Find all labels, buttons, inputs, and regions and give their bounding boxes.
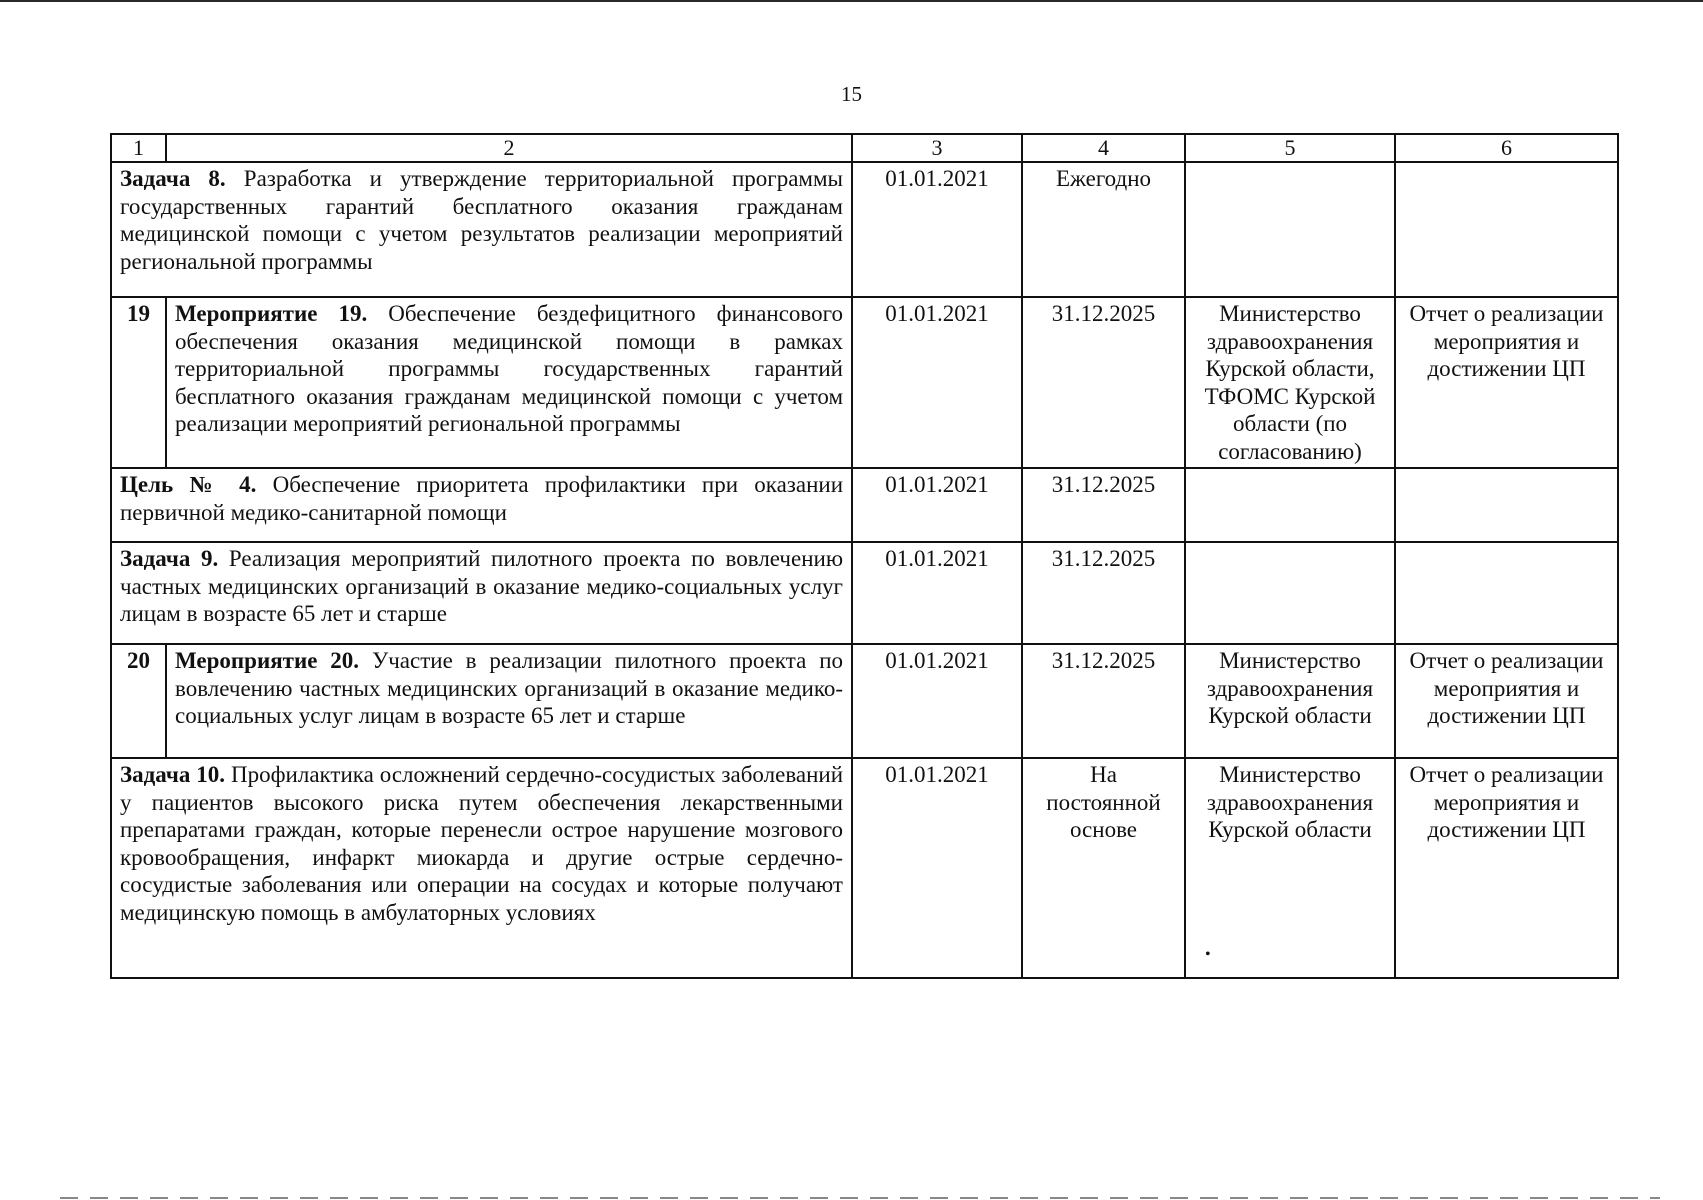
header-col-3: 3 [852,134,1022,162]
task-9-text: Реализация мероприятий пилотного проекта по вовлечению частных медицинских организаций в оказание медико-социальных услуг лицам в возрасте 65 лет и старше [120,546,844,626]
table-row-task-8 [111,162,1618,297]
table-row-task-9 [111,542,1618,644]
scan-top-edge [0,0,1703,2]
task-10-text: Профилактика осложнений сердечно-сосудистых заболеваний у пациентов высокого риска путем обеспечения лекарственными препаратами граждан, которые перенесли острое нарушение мозгового кровообращения, инфаркт миокарда и другие острые сердечно-сосудистые заболевания или операции на сосудах и которые получают медицинскую помощь в амбулаторных условиях [120,762,844,925]
goal-4-responsible [1185,468,1395,542]
activity-19-end: 31.12.2025 [1022,297,1185,468]
goal-4-text: Обеспечение приоритета профилактики при оказании первичной медико-санитарной помощи [120,472,844,525]
task-9-result [1395,542,1618,644]
activity-20-responsible: Министерство здравоохранения Курской области [1185,644,1395,758]
task-9-lead: Задача 9. [120,546,219,571]
activity-19-start: 01.01.2021 [852,297,1022,468]
task-8-end: Ежегодно [1022,162,1185,297]
activity-20-text: Участие в реализации пилотного проекта по вовлечению частных медицинских организаций в оказание медико-социальных услуг лицам в возрасте 65 лет и старше [175,648,844,728]
task-10-end: На постоянной основе [1022,758,1185,978]
scan-bottom-edge [60,1197,1660,1199]
table-row-activity-19 [111,297,1618,468]
table-row-task-10 [111,758,1618,978]
task-9-responsible [1185,542,1395,644]
activity-20-description [166,644,852,758]
table-row-activity-20 [111,644,1618,758]
task-10-description [111,758,852,978]
goal-4-lead: Цель № 4. [120,472,257,497]
activity-20-start: 01.01.2021 [852,644,1022,758]
task-9-description [111,542,852,644]
activities-table [110,133,1619,979]
activity-20-result: Отчет о реализации мероприятия и достижении ЦП [1395,644,1618,758]
header-col-2: 2 [166,134,852,162]
table-row-goal-4 [111,468,1618,542]
task-8-lead: Задача 8. [120,166,226,191]
task-8-description [111,162,852,297]
table-header-row [111,134,1618,162]
activity-20-end: 31.12.2025 [1022,644,1185,758]
task-10-start: 01.01.2021 [852,758,1022,978]
header-col-1: 1 [111,134,166,162]
task-9-end: 31.12.2025 [1022,542,1185,644]
page-number: 15 [841,82,862,106]
scan-speck: • [1205,946,1211,963]
task-10-result: Отчет о реализации мероприятия и достижении ЦП [1395,758,1618,978]
goal-4-result [1395,468,1618,542]
task-10-lead: Задача 10. [120,762,226,787]
activity-19-lead: Мероприятие 19. [175,301,368,326]
header-col-6: 6 [1395,134,1618,162]
activity-20-number: 20 [111,644,166,758]
header-col-5: 5 [1185,134,1395,162]
activity-19-text: Обеспечение бездефицитного финансового обеспечения оказания медицинской помощи в рамках территориальной программы государственных гарантий бесплатного оказания гражданам медицинской помощи с учетом реализации мероприятий региональной программы [175,301,843,436]
task-8-responsible [1185,162,1395,297]
activity-19-responsible: Министерство здравоохранения Курской области, ТФОМС Курской области (по согласованию) [1185,297,1395,468]
activity-19-number: 19 [111,297,166,468]
goal-4-end: 31.12.2025 [1022,468,1185,542]
task-9-start: 01.01.2021 [852,542,1022,644]
activity-20-lead: Мероприятие 20. [175,648,360,673]
header-col-4: 4 [1022,134,1185,162]
task-8-text: Разработка и утверждение территориальной программы государственных гарантий бесплатного оказания гражданам медицинской помощи с учетом результатов реализации мероприятий региональной программы [120,166,843,274]
activity-19-result: Отчет о реализации мероприятия и достижении ЦП [1395,297,1618,468]
task-8-result [1395,162,1618,297]
activity-19-description [166,297,852,468]
task-10-responsible: Министерство здравоохранения Курской области [1185,758,1395,978]
goal-4-start: 01.01.2021 [852,468,1022,542]
goal-4-description [111,468,852,542]
task-8-start: 01.01.2021 [852,162,1022,297]
